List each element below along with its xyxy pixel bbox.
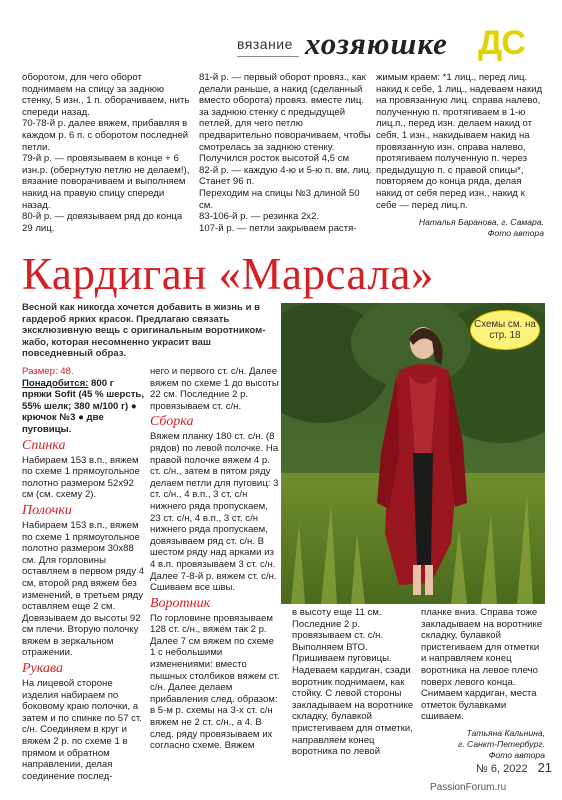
magazine-title: хозяюшке bbox=[305, 26, 448, 61]
page-footer bbox=[476, 760, 552, 775]
magazine-logo: ДС bbox=[478, 24, 525, 62]
article-column-2 bbox=[150, 366, 280, 752]
top-column-3-text: жимым краем: *1 лиц., перед лиц. накид к себе, 1 лиц., надеваем накид на провязанную лиц. справа налево, полученную п. протягиваем в 1-ю лиц.п., перед изн. делаем накид от себя, 1 изн., накидываем накид на провязанную изн. справа налево, протягиваем полученную п. через предыдущую п. с правой спицы*, повторяем до конца ряда, делая накид от себя перед изн., накид к себе — перед лиц.п. bbox=[376, 72, 543, 211]
front-text: Набираем 153 в.п., вяжем по схеме 1 прямоугольное полотно размером 30х88 см. Для горловины оставляем в первом ряду 4 см, второй ряд вяжем без изменений, в третьем ряду оставляем еще 2 см. Довязываем до высоты 92 см плечи. Вторую полочку вяжем в зеркальном отражении. bbox=[22, 519, 145, 659]
page-number: 21 bbox=[537, 760, 553, 775]
article-title: Кардиган «Марсала» bbox=[22, 249, 434, 299]
materials-text: 800 г пряжи Sofit (45 % шерсть, 55% шелк; 380 м/100 г) ● крючок №3 ● две пуговицы. bbox=[22, 377, 144, 435]
collar-text: По горловине провязываем 128 ст. с/н., вяжем так 2 р. Далее 7 см вяжем по схеме 1 с небольшими изменениями: вместо пышных столбиков вяжем ст. с/н. Далее делаем прибавления след. образом: в 5-м р. схемы на 3-х ст. с/н вяжем не 2 ст. с/н., а 4. В след. ряду провязываем их согласно схеме. Вяжем bbox=[150, 612, 280, 752]
article-column-1 bbox=[22, 366, 146, 782]
materials-label: Понадобится: bbox=[22, 377, 89, 389]
size-line: Размер: 48. bbox=[22, 366, 74, 377]
back-text: Набираем 153 в.п., вяжем по схеме 1 прямоугольное полотно размером 52х92 см (см. схему 2). bbox=[22, 454, 140, 501]
materials bbox=[22, 378, 146, 436]
heading-assembly: Сборка bbox=[150, 414, 194, 430]
sleeves-text: На лицевой стороне изделия набираем по боковому краю полочки, а затем и по спинке по 57 ст. с/н. Соединяем в круг и вяжем 2 р. по схеме 1 в прямом и обратном направлении, делая соединение послед- bbox=[22, 678, 142, 782]
top-column-2 bbox=[199, 72, 372, 234]
watermark: PassionForum.ru bbox=[430, 782, 507, 793]
header-divider bbox=[237, 56, 299, 57]
top-column-3 bbox=[376, 72, 544, 239]
photo-credit: Фото автора bbox=[488, 749, 545, 760]
finishing-text: планке вниз. Справа тоже закладываем на воротнике складку, булавкой пристегиваем для отметки и направляем конец воротника на левое плечо поверх левого конца. Снимаем кардиган, места отметок булавками сшиваем. bbox=[421, 607, 543, 723]
article-column-3 bbox=[292, 607, 416, 758]
top-author: Наталья Баранова, г. Самара. bbox=[418, 217, 544, 228]
heading-sleeves: Рукава bbox=[22, 661, 63, 677]
top-column-1 bbox=[22, 72, 194, 234]
heading-back: Спинка bbox=[22, 437, 66, 453]
article-column-4 bbox=[421, 607, 545, 761]
top-photo-credit: Фото автора bbox=[487, 228, 544, 239]
heading-front: Полочки bbox=[22, 502, 72, 518]
scheme-reference-badge: Схемы см. на стр. 18 bbox=[470, 310, 540, 350]
top-column-1-text: оборотом, для чего оборот поднимаем на спицу за заднюю стенку, 5 изн., 1 п. оборачиваем, нить спереди назад. 70-78-й р. далее вяжем, прибавляя в каждом р. 6 п. с оборотом последней петли. 79-й р. — провязываем в конце + 6 изн.р. (обернутую петлю не делаем!), вязание поворачиваем и выполняем накид на правую спицу спереди назад. 80-й р. — довязываем ряд до конца 29 лиц. bbox=[22, 72, 190, 234]
sleeves-continued: него и первого ст. с/н. Далее вяжем по схеме 1 до высоты 22 см. Последние 2 р. провязываем ст. с/н. bbox=[150, 366, 279, 412]
section-label: вязание bbox=[237, 36, 293, 52]
issue-number: № 6, 2022 bbox=[476, 763, 528, 775]
heading-collar: Воротник bbox=[150, 595, 211, 611]
assembly-text: Вяжем планку 180 ст. с/н. (8 рядов) по левой полочке. На правой полочке вяжем 4 р. ст. с/н., затем в пятом ряду делаем петли для пуговиц: 3 ст. с/н., 4 в.п., 3 ст. с/н нижнего ряда пропускаем, 23 ст. с/н, 4 в.п., 3 ст. с/н нижнего ряда пропускаем, довязываем ряд ст. с/н. В шестом ряду над арками из 4 в.п. провязываем 3 ст. с/н. Далее 7-8-й р. вяжем ст. с/н. Сшиваем все швы. bbox=[150, 431, 279, 594]
collar-continued: в высоту еще 11 см. Последние 2 р. провязываем ст. с/н. Выполняем ВТО. Пришиваем пуговицы. Надеваем кардиган, сзади воротник поднимаем, как стойку. С левой стороны закладываем на воротнике складку, булавкой пристегиваем для отметки, направляем конец воротника по левой bbox=[292, 607, 414, 758]
article-lead: Весной как никогда хочется добавить в жизнь и в гардероб ярких красок. Предлагаю связать эксклюзивную вещь с оригинальным воротником-жабо, которая несомненно украсит ваш повседневный образ. bbox=[22, 302, 266, 360]
author-name: Татьяна Кальнина, bbox=[466, 727, 545, 738]
top-column-2-text: 81-й р. — первый оборот провяз., как делали раньше, а накид (сделанный вместо оборота) провяз. вместе лиц. за заднюю стенку с предыдущей петлей, для чего петлю предварительно поворачиваем, чтобы смотрелась за заднюю стенку. Получился росток высотой 4,5 см 82-й р. — каждую 4-ю и 5-ю п. вм. лиц. Станет 96 п. Переходим на спицы №3 длиной 50 см. 83-106-й р. — резинка 2х2. 107-й р. — петли закрываем растя- bbox=[199, 72, 372, 234]
author-city: г. Санкт-Петербург. bbox=[458, 738, 545, 749]
page-header bbox=[0, 0, 562, 64]
